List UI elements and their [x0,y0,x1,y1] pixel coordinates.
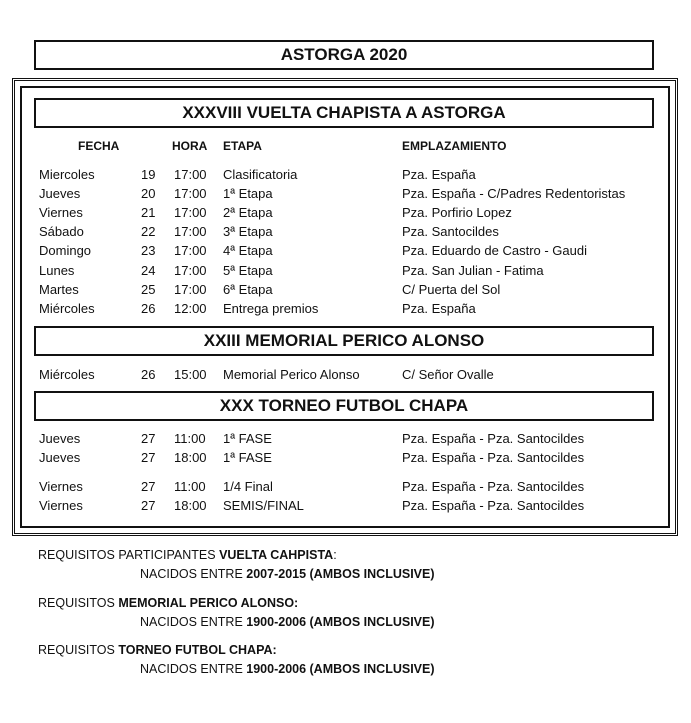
cell-date-number: 21 [141,205,156,220]
requirement-prefix: REQUISITOS PARTICIPANTES [38,548,220,562]
requirement-birth-range: 1900-2006 (AMBOS INCLUSIVE) [246,615,435,629]
requirement-detail-prefix: NACIDOS ENTRE [140,662,247,676]
table-row [0,498,691,517]
cell-place: Pza. España - Pza. Santocildes [402,450,585,465]
cell-stage: Entrega premios [223,301,319,316]
cell-date-number: 24 [141,263,156,278]
table-row [0,367,691,386]
table-row [0,301,691,320]
cell-hour: 17:00 [174,243,207,258]
table-row [0,479,691,498]
cell-stage: 2ª Etapa [223,205,273,220]
cell-stage: Memorial Perico Alonso [223,367,360,382]
cell-day: Martes [39,282,79,297]
header-hora: HORA [172,139,208,153]
requirement-suffix: : [333,548,337,562]
cell-hour: 17:00 [174,282,207,297]
requirement-detail [140,615,435,629]
cell-day: Domingo [39,243,92,258]
cell-place: Pza. Eduardo de Castro - Gaudi [402,243,587,258]
cell-date-number: 26 [141,367,156,382]
page-title-box [34,40,654,70]
table-row [0,167,691,186]
cell-hour: 15:00 [174,367,207,382]
table-row [0,205,691,224]
requirement-subject: VUELTA CAHPISTA [219,548,334,562]
cell-stage: 1ª Etapa [223,186,273,201]
cell-stage: 1ª FASE [223,450,272,465]
requirement-detail-prefix: NACIDOS ENTRE [140,567,247,581]
requirement-prefix: REQUISITOS [38,596,119,610]
cell-hour: 18:00 [174,450,207,465]
cell-stage: SEMIS/FINAL [223,498,304,513]
table-row [0,186,691,205]
cell-date-number: 22 [141,224,156,239]
table-row [0,450,691,469]
section-memorial-title: XXIII MEMORIAL PERICO ALONSO [203,331,485,350]
cell-day: Jueves [39,431,81,446]
cell-hour: 11:00 [174,431,206,446]
cell-day: Miércoles [39,367,95,382]
cell-place: Pza. San Julian - Fatima [402,263,544,278]
cell-date-number: 27 [141,431,156,446]
section-torneo-title-box [34,391,654,421]
cell-day: Jueves [39,450,81,465]
cell-date-number: 26 [141,301,156,316]
cell-hour: 12:00 [174,301,207,316]
section-torneo-title: XXX TORNEO FUTBOL CHAPA [219,396,469,415]
cell-stage: 5ª Etapa [223,263,273,278]
section-vuelta-title-box [34,98,654,128]
cell-date-number: 27 [141,450,156,465]
cell-stage: 4ª Etapa [223,243,273,258]
requirement-subject: TORNEO FUTBOL CHAPA: [118,643,277,657]
cell-day: Viernes [39,479,83,494]
requirement-heading [38,643,277,657]
header-etapa: ETAPA [223,139,262,153]
cell-place: Pza. Santocildes [402,224,499,239]
cell-place: C/ Puerta del Sol [402,282,501,297]
section-memorial-title-box [34,326,654,356]
requirement-heading [38,596,298,610]
requirement-birth-range: 1900-2006 (AMBOS INCLUSIVE) [246,662,435,676]
header-emplazamiento: EMPLAZAMIENTO [402,139,507,153]
cell-place: Pza. España [402,167,476,182]
table-row [0,431,691,450]
cell-stage: 3ª Etapa [223,224,273,239]
cell-stage: 1/4 Final [223,479,273,494]
cell-hour: 17:00 [174,263,207,278]
cell-stage: Clasificatoria [223,167,298,182]
cell-place: Pza. España - Pza. Santocildes [402,498,585,513]
cell-date-number: 27 [141,479,156,494]
cell-hour: 17:00 [174,224,207,239]
header-fecha: FECHA [78,139,120,153]
requirement-birth-range: 2007-2015 (AMBOS INCLUSIVE) [246,567,435,581]
cell-stage: 6ª Etapa [223,282,273,297]
cell-day: Viernes [39,205,83,220]
table-row [0,263,691,282]
cell-place: C/ Señor Ovalle [402,367,494,382]
cell-day: Viernes [39,498,83,513]
cell-place: Pza. España [402,301,476,316]
cell-place: Pza. España - Pza. Santocildes [402,479,585,494]
cell-date-number: 19 [141,167,156,182]
cell-date-number: 25 [141,282,156,297]
cell-date-number: 20 [141,186,156,201]
cell-day: Lunes [39,263,75,278]
section-vuelta-title: XXXVIII VUELTA CHAPISTA A ASTORGA [182,103,506,122]
cell-hour: 18:00 [174,498,207,513]
cell-hour: 17:00 [174,186,207,201]
cell-hour: 11:00 [174,479,206,494]
requirement-prefix: REQUISITOS [38,643,119,657]
requirement-heading [38,548,337,562]
cell-place: Pza. España - C/Padres Redentoristas [402,186,626,201]
requirement-detail [140,662,435,676]
requirement-detail-prefix: NACIDOS ENTRE [140,615,247,629]
cell-place: Pza. Porfirio Lopez [402,205,512,220]
cell-hour: 17:00 [174,167,207,182]
requirement-subject: MEMORIAL PERICO ALONSO: [118,596,299,610]
page-title: ASTORGA 2020 [280,45,408,64]
cell-date-number: 23 [141,243,156,258]
table-row [0,282,691,301]
cell-day: Miércoles [39,301,95,316]
cell-stage: 1ª FASE [223,431,272,446]
cell-day: Sábado [39,224,84,239]
cell-place: Pza. España - Pza. Santocildes [402,431,585,446]
cell-hour: 17:00 [174,205,207,220]
cell-date-number: 27 [141,498,156,513]
cell-day: Jueves [39,186,81,201]
table-row [0,243,691,262]
cell-day: Miercoles [39,167,95,182]
requirement-detail [140,567,435,581]
table-row [0,224,691,243]
